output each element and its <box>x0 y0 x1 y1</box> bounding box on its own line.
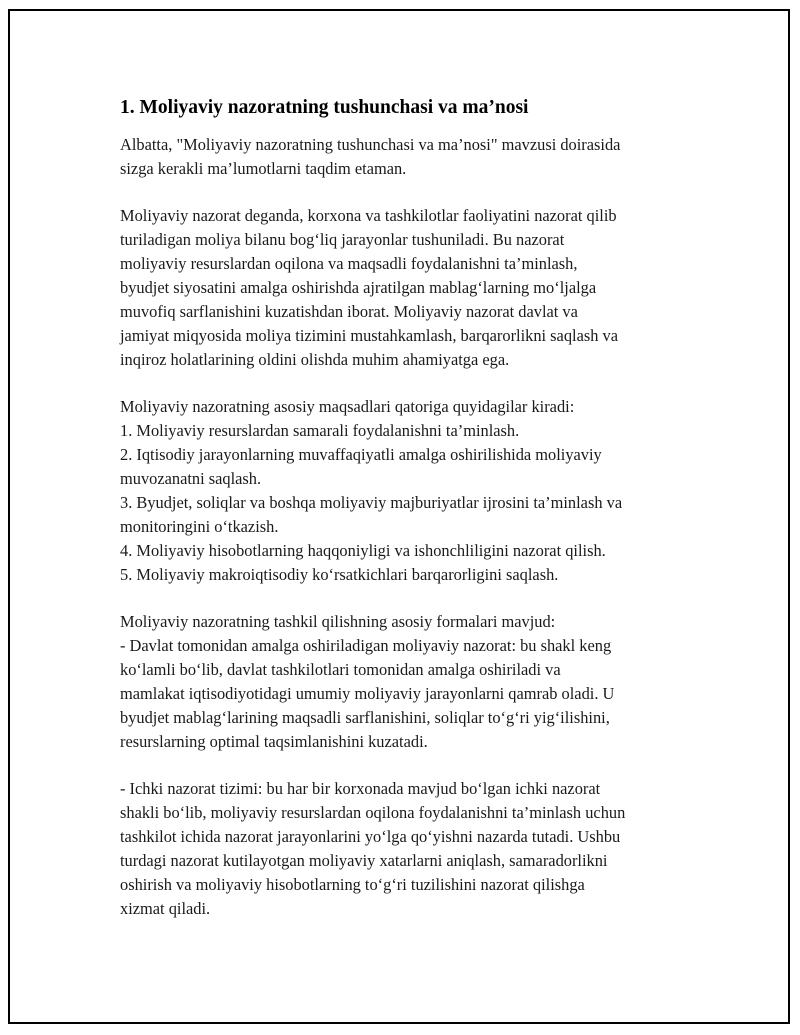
text-line: 2. Iqtisodiy jarayonlarning muvaffaqiyatli amalga oshirilishida moliyaviy <box>120 445 602 464</box>
text-line: monitoringini o‘tkazish. <box>120 517 279 536</box>
text-line: 3. Byudjet, soliqlar va boshqa moliyaviy majburiyatlar ijrosini ta’minlash va <box>120 493 623 512</box>
text-line: muvozanatni saqlash. <box>120 469 262 488</box>
text-line: 4. Moliyaviy hisobotlarning haqqoniyligi va ishonchliligini nazorat qilish. <box>120 541 606 560</box>
document-page <box>8 9 790 1024</box>
paragraph <box>120 395 705 587</box>
document-content <box>120 95 705 944</box>
paragraph <box>120 610 705 754</box>
text-line: - Davlat tomonidan amalga oshiriladigan moliyaviy nazorat: bu shakl keng <box>120 636 612 655</box>
text-line: byudjet mablag‘larining maqsadli sarflanishini, soliqlar to‘g‘ri yig‘ilishini, <box>120 708 610 727</box>
section-title: 1. Moliyaviy nazoratning tushunchasi va ma’nosi <box>120 97 529 118</box>
text-line: ko‘lamli bo‘lib, davlat tashkilotlari tomonidan amalga oshiriladi va <box>120 660 561 679</box>
text-line: turdagi nazorat kutilayotgan moliyaviy xatarlarni aniqlash, samaradorlikni <box>120 851 608 870</box>
text-line: Moliyaviy nazorat deganda, korxona va tashkilotlar faoliyatini nazorat qilib <box>120 206 617 225</box>
text-line: oshirish va moliyaviy hisobotlarning to‘g‘ri tuzilishini nazorat qilishga <box>120 875 585 894</box>
text-line: jamiyat miqyosida moliya tizimini mustahkamlash, barqarorlikni saqlash va <box>120 326 618 345</box>
text-line: moliyaviy resurslardan oqilona va maqsadli foydalanishni ta’minlash, <box>120 254 578 273</box>
text-line: tashkilot ichida nazorat jarayonlarini yo‘lga qo‘yishni nazarda tutadi. Ushbu <box>120 827 621 846</box>
text-line: shakli bo‘lib, moliyaviy resurslardan oqilona foydalanishni ta’minlash uchun <box>120 803 626 822</box>
text-line: 1. Moliyaviy resurslardan samarali foydalanishni ta’minlash. <box>120 421 520 440</box>
text-line: xizmat qiladi. <box>120 899 211 918</box>
text-line: inqiroz holatlarining oldini olishda muhim ahamiyatga ega. <box>120 350 510 369</box>
paragraph <box>120 204 705 372</box>
text-line: Moliyaviy nazoratning asosiy maqsadlari qatoriga quyidagilar kiradi: <box>120 397 575 416</box>
text-line: muvofiq sarflanishini kuzatishdan iborat. Moliyaviy nazorat davlat va <box>120 302 578 321</box>
text-line: sizga kerakli ma’lumotlarni taqdim etaman. <box>120 159 407 178</box>
text-line: 5. Moliyaviy makroiqtisodiy ko‘rsatkichlari barqarorligini saqlash. <box>120 565 559 584</box>
text-line: Albatta, "Moliyaviy nazoratning tushunchasi va ma’nosi" mavzusi doirasida <box>120 135 621 154</box>
paragraph <box>120 777 705 921</box>
text-line: Moliyaviy nazoratning tashkil qilishning asosiy formalari mavjud: <box>120 612 556 631</box>
text-line: mamlakat iqtisodiyotidagi umumiy moliyaviy jarayonlarni qamrab oladi. U <box>120 684 615 703</box>
text-line: - Ichki nazorat tizimi: bu har bir korxonada mavjud bo‘lgan ichki nazorat <box>120 779 601 798</box>
paragraph <box>120 133 705 181</box>
text-line: turiladigan moliya bilanu bog‘liq jarayonlar tushuniladi. Bu nazorat <box>120 230 565 249</box>
paragraphs-container <box>120 133 705 921</box>
text-line: resurslarning optimal taqsimlanishini kuzatadi. <box>120 732 428 751</box>
text-line: byudjet siyosatini amalga oshirishda ajratilgan mablag‘larning mo‘ljalga <box>120 278 597 297</box>
